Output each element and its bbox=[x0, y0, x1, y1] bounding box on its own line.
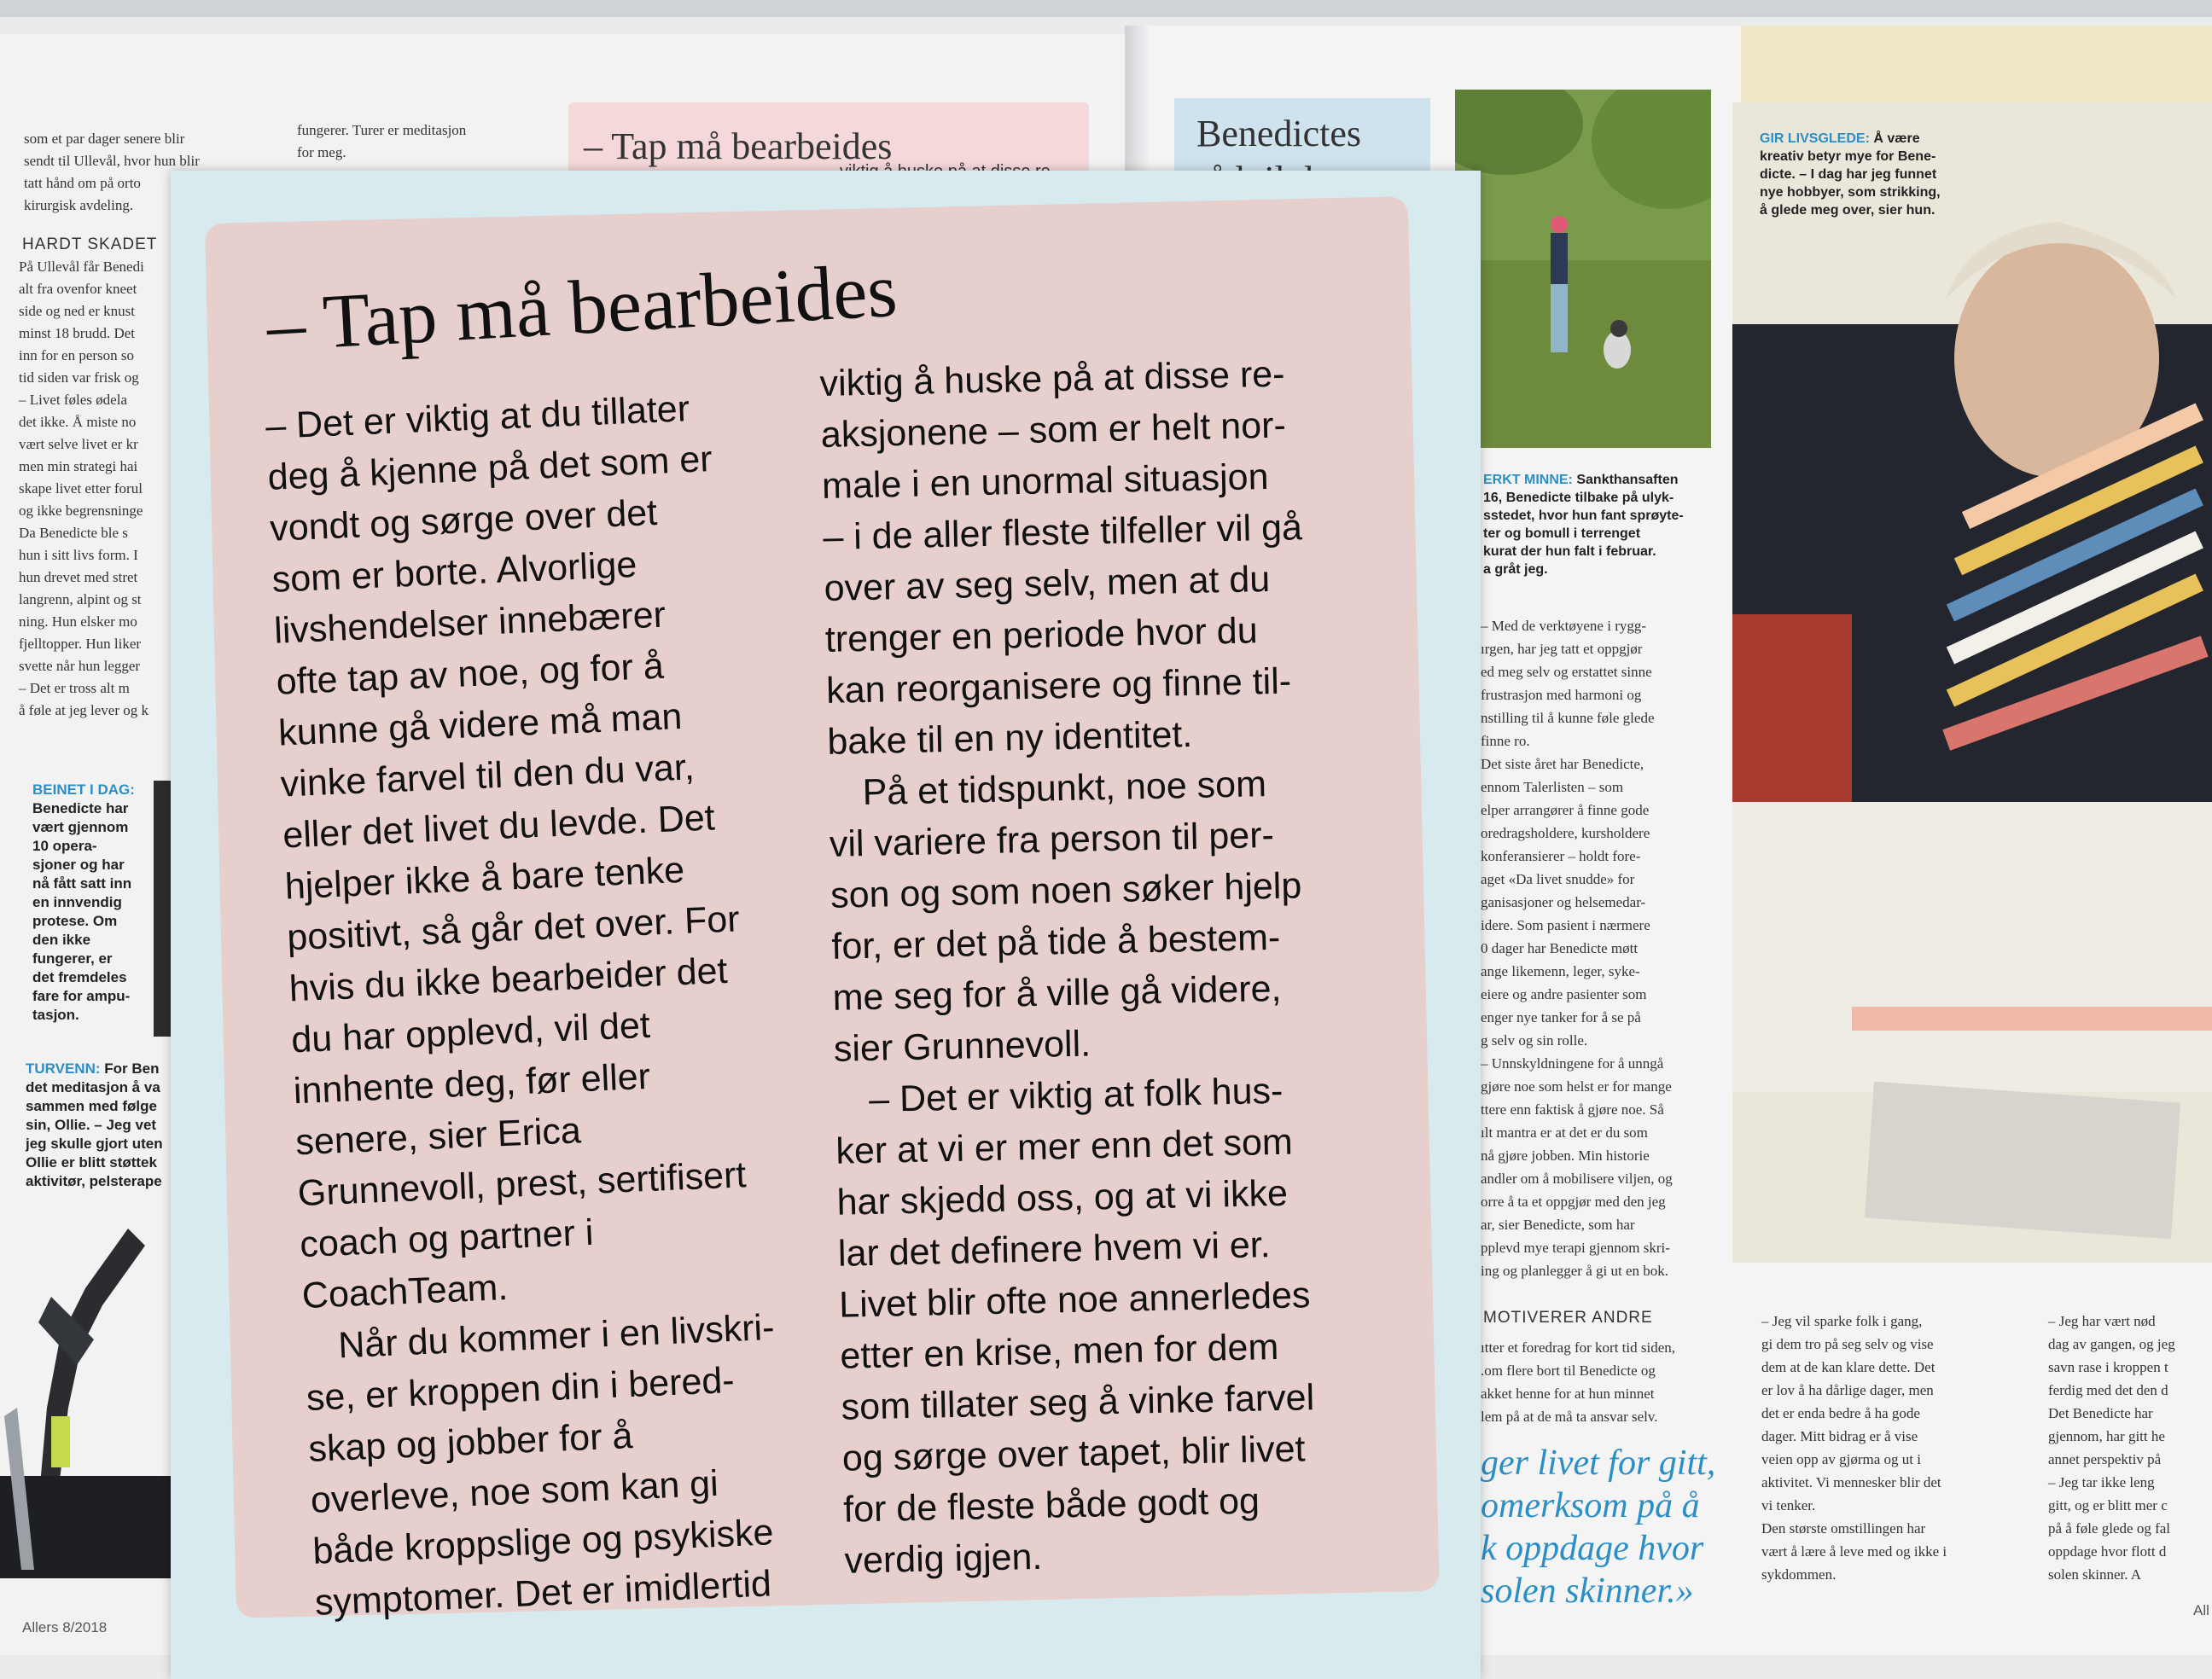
clipping-line: innhente deg, før eller bbox=[292, 1055, 651, 1113]
blue-box-title: Benedictes bbox=[1196, 113, 1362, 154]
text-line: ar, sier Benedicte, som har bbox=[1481, 1217, 1635, 1233]
caption-line: jeg skulle gjort uten bbox=[26, 1136, 163, 1152]
section-heading-hardt-skadet: HARDT SKADET bbox=[22, 235, 158, 253]
clipping-line: – Det er viktig at folk hus- bbox=[868, 1070, 1284, 1120]
clipping-line: for de fleste både godt og bbox=[842, 1480, 1260, 1531]
text-line: minst 18 brudd. Det bbox=[19, 325, 135, 341]
text-line: oppdage hvor flott d bbox=[2048, 1543, 2167, 1560]
right-footer: All bbox=[2193, 1602, 2209, 1618]
text-line: pplevd mye terapi gjennom skri- bbox=[1481, 1240, 1670, 1256]
text-line: dem at de kan klare dette. Det bbox=[1761, 1359, 1936, 1375]
clipping-line: som tillater seg å vinke farvel bbox=[841, 1377, 1315, 1428]
clipping-line: trenger en periode hvor du bbox=[824, 610, 1259, 660]
text-line: gjennom, har gitt he bbox=[2048, 1428, 2165, 1444]
right-col-mid-bottom bbox=[1481, 1336, 1675, 1428]
text-line: ing og planlegger å gi ut en bok. bbox=[1481, 1263, 1669, 1279]
text-line: enger nye tanker for å se på bbox=[1481, 1009, 1641, 1025]
hiking-photo bbox=[1455, 90, 1711, 448]
text-line: vært å lære å leve med og ikke i bbox=[1761, 1543, 1947, 1560]
text-line: inn for en person so bbox=[19, 347, 135, 363]
woman-knitting-photo bbox=[1732, 102, 2212, 1263]
clipping-column-1 bbox=[265, 381, 786, 1629]
clipping-line: se, er kroppen din i bered- bbox=[305, 1359, 736, 1419]
clipping-line: me seg for å ville gå videre, bbox=[832, 967, 1282, 1019]
text-line: en innvendig bbox=[32, 894, 122, 910]
text-line: den ikke bbox=[32, 932, 91, 948]
text-line: er lov å ha dårlige dager, men bbox=[1761, 1382, 1934, 1398]
text-line: – Jeg vil sparke folk i gang, bbox=[1761, 1313, 1923, 1329]
text-line: ennom Talerlisten – som bbox=[1481, 779, 1624, 795]
text-line: fare for ampu- bbox=[32, 988, 131, 1004]
clipping-line: etter en krise, men for dem bbox=[840, 1326, 1279, 1377]
text-line: eiere og andre pasienter som bbox=[1481, 986, 1647, 1002]
clipping-line: kan reorganisere og finne til- bbox=[825, 660, 1292, 712]
text-line: ganisasjoner og helsemedar- bbox=[1481, 894, 1646, 910]
clipping-line: Når du kommer i en livskri- bbox=[337, 1306, 776, 1367]
clipping-line: senere, sier Erica bbox=[294, 1110, 582, 1164]
text-line: g selv og sin rolle. bbox=[1481, 1032, 1588, 1049]
text-line: ning. Hun elsker mo bbox=[19, 613, 137, 630]
text-line: ange likemenn, leger, syke- bbox=[1481, 963, 1640, 979]
right-col-a bbox=[1761, 1310, 1947, 1586]
clipping-line: livshendelser innebærer bbox=[273, 594, 667, 652]
crutch-image bbox=[0, 1194, 179, 1578]
text-line: På Ullevål får Benedi bbox=[19, 259, 144, 275]
text-line: dager. Mitt bidrag er å vise bbox=[1761, 1428, 1918, 1444]
text-line: .om flere bort til Benedicte og bbox=[1481, 1362, 1656, 1379]
text-line: og ikke begrensninge bbox=[19, 503, 143, 519]
text-line: ger livet for gitt, bbox=[1481, 1444, 1716, 1483]
caption-line: nye hobbyer, som strikking, bbox=[1760, 185, 1941, 200]
leg-photo-strip bbox=[154, 781, 171, 1037]
text-line: det ikke. Å miste no bbox=[19, 414, 137, 430]
text-line: vi tenker. bbox=[1761, 1497, 1816, 1513]
left-footer: Allers 8/2018 bbox=[22, 1619, 108, 1635]
caption-line: sstedet, hvor hun fant sprøyte- bbox=[1483, 508, 1684, 523]
text-line: nå fått satt inn bbox=[32, 875, 132, 892]
text-line: nstilling til å kunne føle glede bbox=[1481, 710, 1655, 726]
caption-turvenn-text bbox=[26, 1078, 163, 1210]
right-col-b bbox=[2048, 1310, 2175, 1586]
text-line: orre å ta et oppgjør med den jeg bbox=[1481, 1194, 1666, 1210]
picture-frame bbox=[1741, 26, 2212, 109]
clipping-line: male i en unormal situasjon bbox=[821, 456, 1269, 507]
clipping-line: symptomer. Det er imidlertid bbox=[314, 1563, 772, 1624]
text-line: – Med de verktøyene i rygg- bbox=[1481, 618, 1647, 634]
clipping-line: Livet blir ofte noe annerledes bbox=[838, 1275, 1311, 1326]
text-line: det fremdeles bbox=[32, 969, 127, 985]
clipping-line: vondt og sørge over det bbox=[269, 491, 659, 549]
clipping-line: son og som noen søker hjelp bbox=[830, 865, 1302, 916]
clipping-line: ker at vi er mer enn det som bbox=[835, 1121, 1294, 1172]
caption-line: 16, Benedicte tilbake på ulyk- bbox=[1483, 491, 1674, 505]
text-line: Det Benedicte har bbox=[2048, 1405, 2153, 1421]
caption-livsglede-label: GIR LIVSGLEDE: bbox=[1760, 131, 1870, 146]
clipping-line: På et tidspunkt, noe som bbox=[862, 764, 1267, 814]
text-line: ferdig med det den d bbox=[2048, 1382, 2168, 1398]
text-line: det er enda bedre å ha gode bbox=[1761, 1405, 1920, 1421]
text-line: protese. Om bbox=[32, 913, 118, 929]
text-line: aktivitet. Vi mennesker blir det bbox=[1761, 1474, 1941, 1490]
left-col1-body bbox=[19, 256, 148, 722]
clipping-line: for, er det på tide å bestem- bbox=[830, 916, 1281, 967]
caption-line: kreativ betyr mye for Bene- bbox=[1760, 149, 1936, 164]
clipping-line: hvis du ikke bearbeider det bbox=[288, 950, 729, 1010]
text-line: Da Benedicte ble s bbox=[19, 525, 128, 541]
text-line: gjøre noe som helst er for mange bbox=[1481, 1078, 1672, 1095]
clipping-line: aksjonene – som er helt nor- bbox=[820, 404, 1287, 456]
caption-line: aktivitør, pelsterape bbox=[26, 1173, 162, 1189]
text-line: for meg. bbox=[297, 144, 346, 160]
caption-minne bbox=[1483, 471, 1684, 578]
text-line: som et par dager senere blir bbox=[24, 131, 185, 147]
clipping-line: overleve, noe som kan gi bbox=[310, 1462, 719, 1521]
text-line: svette når hun legger bbox=[19, 658, 141, 674]
text-line: – Jeg har vært nød bbox=[2048, 1313, 2156, 1329]
caption-livsglede bbox=[1760, 130, 1941, 219]
caption-line: Ollie er blitt støttek bbox=[26, 1154, 157, 1171]
caption-line: ter og bomull i terrenget bbox=[1483, 526, 1641, 541]
caption-livsglede-text bbox=[1760, 148, 1941, 219]
clipping-line: ofte tap av noe, og for å bbox=[275, 645, 665, 703]
clipping-line: coach og partner i bbox=[299, 1211, 595, 1266]
clipping-line: vinke farvel til den du var, bbox=[279, 747, 696, 805]
text-line: ttere enn faktisk å gjøre noe. Så bbox=[1481, 1101, 1664, 1118]
clipping-line: over av seg selv, men at du bbox=[824, 559, 1271, 609]
text-line: elper arrangører å finne gode bbox=[1481, 802, 1650, 818]
clipping-line: skap og jobber for å bbox=[307, 1415, 634, 1470]
text-line: solen skinner.» bbox=[1481, 1572, 1694, 1611]
text-line: – Det er tross alt m bbox=[19, 680, 130, 696]
text-line: på å føle glede og fal bbox=[2048, 1520, 2171, 1537]
text-line: – Livet føles ødela bbox=[19, 392, 127, 408]
clipping-line: CoachTeam. bbox=[300, 1266, 509, 1317]
caption-minne-label: ERKT MINNE: bbox=[1483, 473, 1573, 487]
text-line: aget «Da livet snudde» for bbox=[1481, 871, 1635, 887]
clipping-line: kunne gå videre må man bbox=[277, 695, 684, 754]
text-line: men min strategi hai bbox=[19, 458, 138, 474]
section-heading-motiverer: MOTIVERER ANDRE bbox=[1483, 1309, 1653, 1327]
text-line: alt fra ovenfor kneet bbox=[19, 281, 137, 297]
text-line: konferansierer – holdt fore- bbox=[1481, 848, 1641, 864]
text-line: 0 dager har Benedicte møtt bbox=[1481, 940, 1639, 956]
text-line: hun i sitt livs form. I bbox=[19, 547, 138, 563]
clipping-line: både kroppslige og psykiske bbox=[311, 1512, 775, 1572]
text-line: akket henne for at hun minnet bbox=[1481, 1386, 1655, 1402]
text-line: andler om å mobilisere viljen, og bbox=[1481, 1171, 1673, 1187]
caption-beinet-text bbox=[32, 799, 135, 1025]
caption-turvenn-label: TURVENN: bbox=[26, 1060, 101, 1077]
text-line: savn rase i kroppen t bbox=[2048, 1359, 2168, 1375]
caption-line: å glede meg over, sier hun. bbox=[1760, 203, 1936, 218]
caption-beinet-label: BEINET I DAG: bbox=[32, 781, 135, 798]
caption-turvenn-text-first: For Ben bbox=[104, 1060, 160, 1077]
pull-quote bbox=[1481, 1442, 1715, 1612]
clipping-line: bake til en ny identitet. bbox=[826, 713, 1193, 763]
left-col2-top bbox=[297, 119, 466, 164]
clipping-line: eller det livet du levde. Det bbox=[282, 797, 716, 857]
clipping-line: positivt, så går det over. For bbox=[286, 898, 741, 959]
text-line: fungerer, er bbox=[32, 950, 113, 967]
text-line: idere. Som pasient i nærmere bbox=[1481, 917, 1650, 933]
clipping-line: – i de aller fleste tilfeller vil gå bbox=[822, 507, 1303, 558]
text-line: å føle at jeg lever og k bbox=[19, 702, 148, 718]
clipping-line: viktig å huske på at disse re- bbox=[819, 353, 1285, 404]
pink-box-title: – Tap må bearbeides bbox=[584, 125, 893, 167]
text-line: vært selve livet er kr bbox=[19, 436, 138, 452]
clipping-line: har skjedd oss, og at vi ikke bbox=[836, 1172, 1289, 1223]
text-line: sjoner og har bbox=[32, 857, 125, 873]
text-line: sendt til Ullevål, hvor hun blir bbox=[24, 153, 200, 169]
pink-box-background bbox=[568, 102, 1089, 179]
text-line: solen skinner. A bbox=[2048, 1566, 2142, 1583]
text-line: Det siste året har Benedicte, bbox=[1481, 756, 1644, 772]
text-line: hun drevet med stret bbox=[19, 569, 138, 585]
text-line: vært gjennom bbox=[32, 819, 129, 835]
text-line: – Jeg tar ikke leng bbox=[2048, 1474, 2155, 1490]
text-line: side og ned er knust bbox=[19, 303, 135, 319]
text-line: annet perspektiv på bbox=[2048, 1451, 2162, 1467]
text-line: skape livet etter forul bbox=[19, 480, 143, 497]
text-line: nå gjøre jobben. Min historie bbox=[1481, 1147, 1650, 1164]
clipping-line: – Det er viktig at du tillater bbox=[265, 388, 690, 447]
clipping-line: deg å kjenne på det som er bbox=[266, 439, 713, 498]
text-line: fjelltopper. Hun liker bbox=[19, 636, 142, 652]
clipping-column-2 bbox=[819, 348, 1324, 1586]
clipping-line: og sørge over tapet, blir livet bbox=[841, 1428, 1306, 1479]
text-line: tid siden var frisk og bbox=[19, 369, 139, 386]
text-line: ed meg selv og erstattet sinne bbox=[1481, 664, 1652, 680]
caption-beinet bbox=[32, 781, 135, 1025]
text-line: langrenn, alpint og st bbox=[19, 591, 142, 607]
text-line: veien opp av gjørma og ut i bbox=[1761, 1451, 1921, 1467]
text-line: omerksom på å bbox=[1481, 1486, 1700, 1525]
clipping-line: hjelper ikke å bare tenke bbox=[283, 849, 685, 908]
text-line: ıtter et foredrag for kort tid siden, bbox=[1481, 1339, 1676, 1356]
text-line: Den største omstillingen har bbox=[1761, 1520, 1926, 1537]
text-line: dag av gangen, og jeg bbox=[2048, 1336, 2175, 1352]
text-line: fungerer. Turer er meditasjon bbox=[297, 122, 467, 138]
caption-minne-first: Sankthansaften bbox=[1576, 473, 1679, 487]
clipping-title: – Tap må bearbeides bbox=[265, 247, 899, 368]
clipping-line: lar det definere hvem vi er. bbox=[837, 1224, 1272, 1275]
caption-line: det meditasjon å va bbox=[26, 1079, 160, 1095]
text-line: ılt mantra er at det er du som bbox=[1481, 1124, 1648, 1141]
clipping-line: vil variere fra person til per- bbox=[829, 814, 1275, 865]
text-line: tatt hånd om på orto bbox=[24, 175, 141, 191]
text-line: 10 opera- bbox=[32, 838, 97, 854]
clipping-line: du har opplevd, vil det bbox=[290, 1004, 651, 1061]
caption-livsglede-first: Å være bbox=[1873, 131, 1920, 146]
text-line: sykdommen. bbox=[1761, 1566, 1837, 1583]
text-line: finne ro. bbox=[1481, 733, 1530, 749]
clipping-line: Grunnevoll, prest, sertifisert bbox=[296, 1154, 748, 1215]
text-line: tasjon. bbox=[32, 1007, 79, 1023]
clipping-line: som er borte. Alvorlige bbox=[271, 543, 638, 601]
caption-line: sammen med følge bbox=[26, 1098, 157, 1114]
caption-line: sin, Ollie. – Jeg vet bbox=[26, 1117, 157, 1133]
clipping-line: verdig igjen. bbox=[844, 1536, 1043, 1582]
caption-line: dicte. – I dag har jeg funnet bbox=[1760, 167, 1937, 182]
caption-line: a gråt jeg. bbox=[1483, 562, 1548, 577]
text-line: frustrasjon med harmoni og bbox=[1481, 687, 1642, 703]
caption-minne-text bbox=[1483, 489, 1684, 578]
text-line: – Unnskyldningene for å unngå bbox=[1481, 1055, 1664, 1072]
clipping-line: sier Grunnevoll. bbox=[833, 1023, 1091, 1070]
text-line: gi dem tro på seg selv og vise bbox=[1761, 1336, 1934, 1352]
caption-turvenn bbox=[26, 1060, 163, 1210]
text-line: ırgen, har jeg tatt et oppgjør bbox=[1481, 641, 1643, 657]
text-line: gitt, og er blitt mer c bbox=[2048, 1497, 2168, 1513]
text-line: lem på at de må ta ansvar selv. bbox=[1481, 1409, 1658, 1425]
text-line: kirurgisk avdeling. bbox=[24, 197, 134, 213]
text-line: k oppdage hvor bbox=[1481, 1529, 1704, 1568]
text-line: Benedicte har bbox=[32, 800, 129, 816]
text-line: oredragsholdere, kursholdere bbox=[1481, 825, 1650, 841]
caption-line: kurat der hun falt i februar. bbox=[1483, 544, 1656, 559]
right-col-mid bbox=[1481, 614, 1673, 1282]
